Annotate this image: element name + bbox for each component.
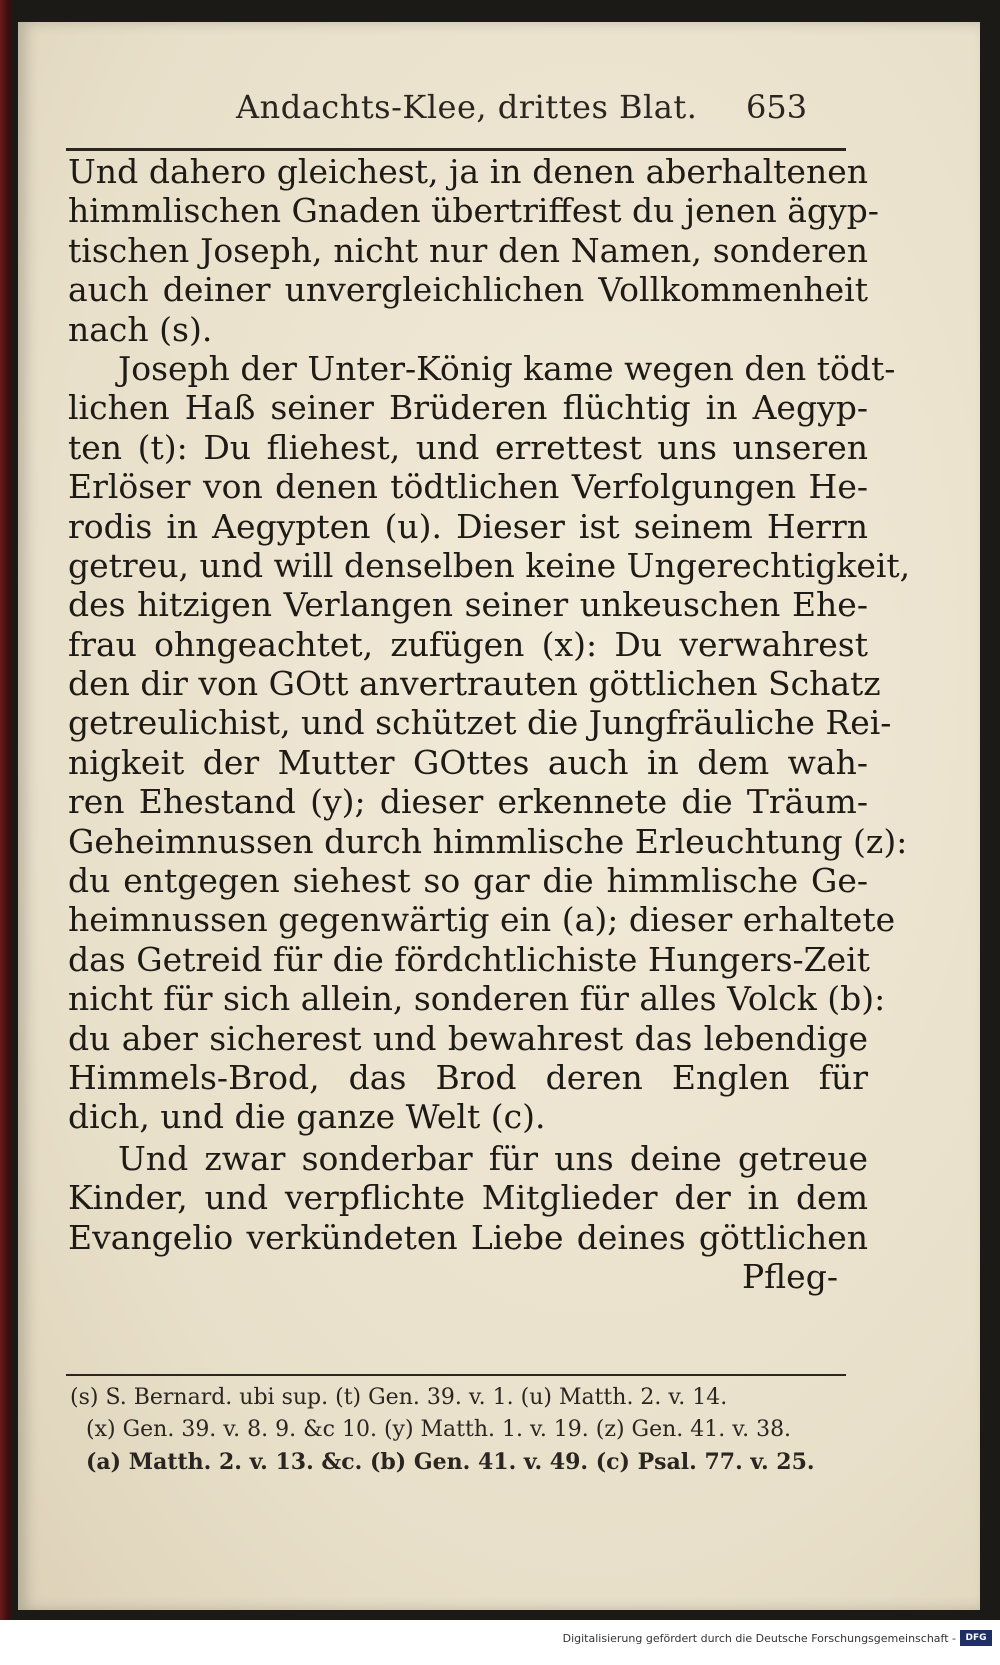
running-title: Andachts-Klee, drittes Blat. <box>236 88 698 126</box>
text-line: Kinder, und verpflichte Mitglieder der in dem <box>68 1178 868 1218</box>
text-line: frau ohngeachtet, zufügen (x): Du verwahrest <box>68 624 868 664</box>
text-line: nigkeit der Mutter GOttes auch in dem wah- <box>68 742 868 782</box>
body-text <box>68 152 911 1296</box>
footnotes <box>66 1382 846 1478</box>
text-line: Erlöser von denen tödtlichen Verfolgungen He- <box>68 467 868 507</box>
text-line: Geheimnussen durch himmlische Erleuchtung (z): <box>68 821 908 861</box>
text-line: das Getreid für die fördchtlichiste Hungers-Zeit <box>68 939 870 979</box>
dfg-logo: DFG <box>960 1630 992 1646</box>
text-line: Joseph der Unter-König kame wegen den tödt- <box>118 348 896 388</box>
text-line: dich, und die ganze Welt (c). <box>68 1097 546 1137</box>
running-head <box>66 80 866 130</box>
footnote-rule <box>66 1374 846 1376</box>
text-line: Himmels-Brod, das Brod deren Englen für <box>68 1057 868 1097</box>
footnote-line: (a) Matth. 2. v. 13. &c. (b) Gen. 41. v. 49. (c) Psal. 77. v. 25. <box>86 1449 815 1475</box>
header-rule <box>66 148 846 151</box>
footnote-line: (x) Gen. 39. v. 8. 9. &c 10. (y) Matth. 1. v. 19. (z) Gen. 41. v. 38. <box>86 1417 792 1442</box>
text-line: nach (s). <box>68 309 213 349</box>
text-line: Und dahero gleichest, ja in denen aberhaltenen <box>68 152 868 191</box>
text-line: du aber sicherest und bewahrest das lebendige <box>68 1018 868 1058</box>
book-spine <box>0 0 14 1620</box>
text-line: Und zwar sonderbar für uns deine getreue <box>118 1138 868 1178</box>
text-line: getreu, und will denselben keine Ungerechtigkeit, <box>68 545 911 585</box>
text-line: auch deiner unvergleichlichen Vollkommenheit <box>68 270 868 310</box>
text-line: getreulichist, und schützet die Jungfräuliche Rei- <box>68 703 892 743</box>
text-line: des hitzigen Verlangen seiner unkeuschen Ehe- <box>68 585 868 625</box>
catchword: Pfleg- <box>741 1256 838 1296</box>
digitization-footer <box>0 1620 1000 1665</box>
text-line: den dir von GOtt anvertrauten göttlichen Schatz <box>68 664 881 704</box>
book-page <box>18 22 980 1610</box>
text-line: du entgegen siehest so gar die himmlische Ge- <box>68 861 868 901</box>
text-line: rodis in Aegypten (u). Dieser ist seinem Herrn <box>68 506 868 546</box>
text-line: ren Ehestand (y); dieser erkennete die Träum- <box>68 782 868 822</box>
text-line: lichen Haß seiner Brüderen flüchtig in Aegyp- <box>68 388 868 428</box>
text-line: Evangelio verkündeten Liebe deines göttlichen <box>68 1217 868 1257</box>
page-number: 653 <box>746 88 808 126</box>
funding-credit: Digitalisierung gefördert durch die Deutsche Forschungsgemeinschaft - <box>562 1632 956 1645</box>
text-line: nicht für sich allein, sonderen für alles Volck (b): <box>68 979 886 1019</box>
text-line: ten (t): Du fliehest, und errettest uns unseren <box>68 427 868 467</box>
text-line: heimnussen gegenwärtig ein (a); dieser erhaltete <box>68 900 896 940</box>
footnote-line: (s) S. Bernard. ubi sup. (t) Gen. 39. v. 1. (u) Matth. 2. v. 14. <box>70 1385 728 1410</box>
text-line: himmlischen Gnaden übertriffest du jenen ägyp- <box>68 191 879 231</box>
text-line: tischen Joseph, nicht nur den Namen, sonderen <box>68 230 868 270</box>
